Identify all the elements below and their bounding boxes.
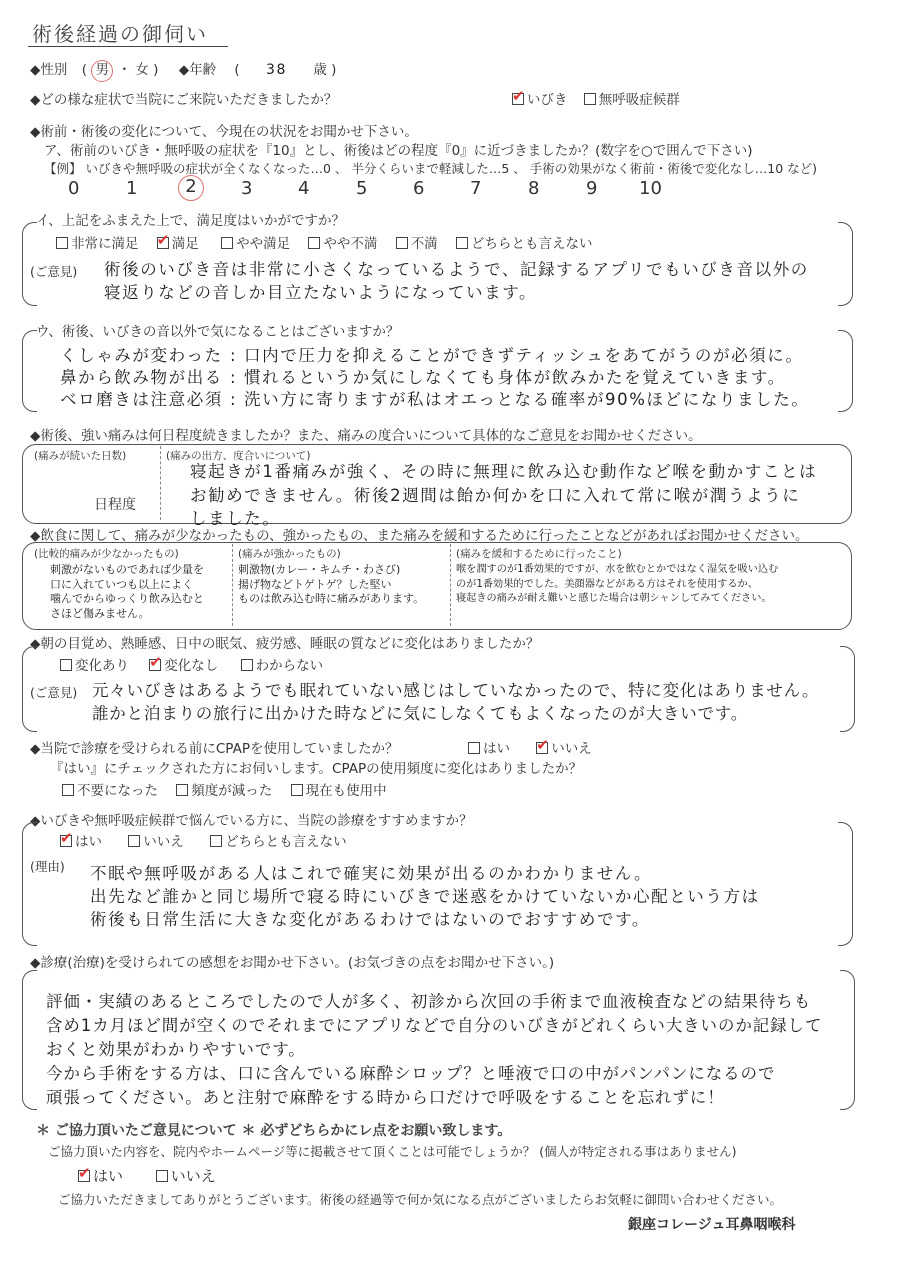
checkbox-icon[interactable] xyxy=(176,784,188,796)
title-underline xyxy=(28,46,228,47)
q1-question: ◆どの様な症状で当院にご来院いただきましたか？ xyxy=(30,92,338,108)
age-value[interactable]: 38 xyxy=(266,62,288,78)
cooperation-question: ご協力頂いた内容を、院内やホームページ等に掲載させて頂くことは可能でしょうか？ (個人が特定される事はありません) xyxy=(48,1144,737,1159)
sex-female[interactable]: 女 xyxy=(135,62,149,78)
q2-header: ◆術前・術後の変化について、今現在の状況をお聞かせ下さい。 xyxy=(30,124,418,140)
checkbox-icon[interactable] xyxy=(584,93,596,105)
q2-sub-a: ア、術前のいびき・無呼吸の症状を『10』とし、術後はどの程度『0』に近づきましたか？(数字を○で囲んで下さい) xyxy=(44,143,753,159)
q5-question: ◆術後、強い痛みは何日程度続きましたか？また、痛みの度合いについて具体的なご意見をお聞かせください。 xyxy=(30,428,702,444)
q10-bracket-right xyxy=(840,970,855,1110)
option-very-satisfied[interactable]: 非常に満足 xyxy=(56,236,139,252)
option-publish-yes[interactable]: ✔はい xyxy=(78,1167,123,1185)
checkbox-icon[interactable] xyxy=(456,237,468,249)
option-recommend-yes[interactable]: ✔はい xyxy=(60,834,102,850)
checkbox-icon[interactable] xyxy=(468,742,480,754)
q10-line-4: 今から手術をする方は、口に含んでいる麻酔シロップ？と唾液で口の中がパンパンになるので xyxy=(46,1064,776,1083)
q5-degree-line-2: お勧めできません。術後2週間は飴か何かを口に入れて常に喉が潤うように xyxy=(190,486,801,505)
q5-degree-label: (痛みの出方、度合いについて) xyxy=(166,450,311,462)
q5-days-label: (痛みが続いた日数) xyxy=(34,450,127,462)
q5-divider xyxy=(160,446,161,520)
checkbox-icon[interactable] xyxy=(308,237,320,249)
q4-row-2: 鼻から飲み物が出る : 慣れるというか気にしなくても身体が飲みかたを覚えていきます。 xyxy=(60,368,786,387)
q9-options xyxy=(60,830,347,850)
scale-7[interactable]: 7 xyxy=(470,178,482,199)
q7-question: ◆朝の目覚め、熟睡感、日中の眠気、疲労感、睡眠の質などに変化はありましたか？ xyxy=(30,636,540,652)
checkbox-checked-icon[interactable] xyxy=(78,1170,90,1182)
option-neither[interactable]: どちらとも言えない xyxy=(456,236,593,252)
option-satisfied[interactable]: ✔ 満足 xyxy=(157,236,199,252)
q3-bracket-right xyxy=(838,222,853,306)
scale-8[interactable]: 8 xyxy=(528,178,540,199)
patient-info: ◆性別 ( 男 ・ 女 ) ◆年齢 ( 38 歳 ) xyxy=(30,58,336,82)
q3-options xyxy=(56,232,592,252)
sex-male[interactable]: 男 xyxy=(91,60,113,82)
q6-question: ◆飲食に関して、痛みが少なかったもの、強かったもの、また痛みを緩和するために行ったことなどがあればお聞かせください。 xyxy=(30,528,809,544)
cooperation-title: ＊ ご協力頂いたご意見について ＊ 必ずどちらかにレ点をお願い致します。 xyxy=(36,1123,512,1139)
scale-4[interactable]: 4 xyxy=(298,178,310,199)
q6-col1-text: 刺激がないものであれば少量を 口に入れていつも以上によく 噛んでからゆっくり飲み込むと さほど傷みません。 xyxy=(50,563,204,620)
option-recommend-neither[interactable]: どちらとも言えない xyxy=(210,834,347,850)
q10-line-1: 評価・実績のあるところでしたので人が多く、初診から次回の手術まで血液検査などの結果待ちも xyxy=(46,992,812,1011)
q9-bracket-left xyxy=(22,822,37,946)
q7-opinion-line-2: 誰かと泊まりの旅行に出かけた時などに気にしなくてもよくなったのが大きいです。 xyxy=(92,704,749,723)
q2-example: 【例】 いびきや無呼吸の症状が全くなくなった…0 、 半分くらいまで軽減した…5 、 手術の効果がなく術前・術後で変化なし…10 など) xyxy=(44,161,818,176)
page-title: 術後経過の御伺い xyxy=(32,22,208,46)
q8-sub-question: 『はい』にチェックされた方にお伺いします。CPAPの使用頻度に変化はありましたか？ xyxy=(50,761,583,777)
q5-days-unit: 日程度 xyxy=(94,497,136,513)
checkbox-icon[interactable] xyxy=(56,237,68,249)
scale-0[interactable]: 0 xyxy=(68,178,80,199)
q8-sub-options xyxy=(62,779,387,799)
option-snoring[interactable]: ✔ いびき xyxy=(512,92,568,108)
q7-opinion-label: (ご意見) xyxy=(30,685,78,700)
q6-col3-label: (痛みを緩和するために行ったこと) xyxy=(456,548,622,560)
checkbox-checked-icon[interactable] xyxy=(157,237,169,249)
q4-bracket-right xyxy=(838,330,853,412)
checkbox-checked-icon[interactable] xyxy=(60,835,72,847)
q7-bracket-right xyxy=(840,646,855,732)
q5-degree-line-3: しました。 xyxy=(190,509,281,528)
q4-bracket-left xyxy=(22,330,37,412)
q9-reason-line-1: 不眠や無呼吸がある人はこれで確実に効果が出るのかわかりません。 xyxy=(90,864,653,883)
scale-5[interactable]: 5 xyxy=(356,178,368,199)
option-publish-no[interactable]: いいえ xyxy=(156,1167,216,1185)
q7-opinion-line-1: 元々いびきはあるようでも眠れていない感じはしていなかったので、特に変化はありません。 xyxy=(92,681,820,700)
cooperation-options xyxy=(78,1165,216,1186)
option-still-using[interactable]: 現在も使用中 xyxy=(291,783,387,799)
q6-divider-1 xyxy=(232,544,233,626)
q6-col2-text: 刺激物(カレー・キムチ・わさび) 揚げ物などトゲトゲ？した堅い ものは飲み込む時に痛みがあります。 xyxy=(238,563,425,605)
checkbox-checked-icon[interactable] xyxy=(536,742,548,754)
q10-line-2: 含め1カ月ほど間が空くのでそれまでにアプリなどで自分のいびきがどれくらい大きいのか記録して xyxy=(46,1016,823,1035)
q10-bracket-left xyxy=(22,970,37,1110)
scale-1[interactable]: 1 xyxy=(126,178,138,199)
q6-divider-2 xyxy=(450,544,451,626)
option-dissatisfied[interactable]: 不満 xyxy=(396,236,438,252)
checkbox-icon[interactable] xyxy=(156,1170,168,1182)
q9-reason-line-2: 出先など誰かと同じ場所で寝る時にいびきで迷惑をかけていないか心配という方は xyxy=(90,887,760,906)
clinic-name: 銀座コレージュ耳鼻咽喉科 xyxy=(628,1217,796,1233)
q6-col1-label: (比較的痛みが少なかったもの) xyxy=(34,548,179,560)
option-no-change[interactable]: ✔ 変化なし xyxy=(149,658,218,674)
age-unit: 歳 xyxy=(313,62,327,78)
age-label: ◆年齢 xyxy=(178,62,217,78)
q9-reason-line-3: 術後も日常生活に大きな変化があるわけではないのでおすすめです。 xyxy=(90,910,650,929)
q4-question: ウ、術後、いびきの音以外で気になることはございますか？ xyxy=(36,324,400,340)
q3-question: イ、上記をふまえた上で、満足度はいかがですか？ xyxy=(36,213,346,229)
q6-col3-text: 喉を潤すのが1番効果的ですが、水を飲むとかではなく湿気を吸い込む のが1番効果的でした。美顔器などがある方はそれを使用するか、 寝起きの痛みが耐え難いと感じた場合は朝シャンしてみてください。 xyxy=(456,564,779,604)
q10-question: ◆診療(治療)を受けられての感想をお聞かせ下さい。(お気づきの点をお聞かせ下さい。) xyxy=(30,955,555,971)
q10-line-3: おくと効果がわかりやすいです。 xyxy=(46,1040,306,1059)
checkbox-icon[interactable] xyxy=(62,784,74,796)
checkbox-icon[interactable] xyxy=(60,659,72,671)
scale-9[interactable]: 9 xyxy=(586,178,598,199)
option-somewhat-satisfied[interactable]: やや満足 xyxy=(221,236,290,252)
q3-opinion-line-1: 術後のいびき音は非常に小さくなっているようで、記録するアプリでもいびき音以外の xyxy=(104,260,809,279)
scale-3[interactable]: 3 xyxy=(241,178,253,199)
checkbox-icon[interactable] xyxy=(291,784,303,796)
option-somewhat-dissatisfied[interactable]: やや不満 xyxy=(308,236,377,252)
scale-10[interactable]: 10 xyxy=(639,178,662,199)
q8-options xyxy=(468,737,592,757)
q3-opinion-line-2: 寝返りなどの音しか目立たないようになっています。 xyxy=(104,283,538,302)
q9-question: ◆いびきや無呼吸症候群で悩んでいる方に、当院の診療をすすめますか？ xyxy=(30,813,473,829)
q9-reason-label: (理由) xyxy=(30,859,65,874)
checkbox-icon[interactable] xyxy=(221,237,233,249)
thanks-message: ご協力いただきましてありがとうございます。術後の経過等で何か気になる点がございましたらお気軽に御問い合わせください。 xyxy=(58,1192,783,1207)
option-changed[interactable]: 変化あり xyxy=(60,658,129,674)
q4-row-1: くしゃみが変わった : 口内で圧力を抑えることができずティッシュをあてがうのが必須に。 xyxy=(60,346,804,365)
q7-options xyxy=(60,654,323,674)
checkbox-icon[interactable] xyxy=(241,659,253,671)
scale-6[interactable]: 6 xyxy=(413,178,425,199)
q1-options xyxy=(512,88,680,108)
option-not-needed[interactable]: 不要になった xyxy=(62,783,158,799)
q3-opinion-label: (ご意見) xyxy=(30,264,78,279)
checkbox-checked-icon[interactable] xyxy=(512,93,524,105)
checkbox-checked-icon[interactable] xyxy=(149,659,161,671)
q6-col2-label: (痛みが強かったもの) xyxy=(238,548,341,560)
q4-row-3: ベロ磨きは注意必須 : 洗い方に寄りますが私はオエっとなる確率が90%ほどになりました。 xyxy=(60,390,810,409)
sex-dot: ・ xyxy=(117,62,132,78)
option-apnea[interactable]: 無呼吸症候群 xyxy=(584,92,680,108)
option-cpap-no[interactable]: ✔ いいえ xyxy=(536,741,592,757)
option-unknown[interactable]: わからない xyxy=(241,658,324,674)
q5-degree-line-1: 寝起きが1番痛みが強く、その時に無理に飲み込む動作など喉を動かすことは xyxy=(190,462,818,481)
option-cpap-yes[interactable]: はい xyxy=(468,741,510,757)
option-reduced[interactable]: 頻度が減った xyxy=(176,783,272,799)
checkbox-icon[interactable] xyxy=(210,835,222,847)
option-recommend-no[interactable]: いいえ xyxy=(128,834,184,850)
checkbox-icon[interactable] xyxy=(396,237,408,249)
scale-2-selected[interactable]: 2 xyxy=(178,175,204,201)
q10-line-5: 頑張ってください。あと注射で麻酔をする時から口だけで呼吸をすることを忘れずに！ xyxy=(46,1088,725,1107)
q9-bracket-right xyxy=(838,822,853,946)
sex-label: ◆性別 xyxy=(30,62,68,78)
checkbox-icon[interactable] xyxy=(128,835,140,847)
q8-question: ◆当院で診療を受けられる前にCPAPを使用していましたか？ xyxy=(30,741,399,757)
